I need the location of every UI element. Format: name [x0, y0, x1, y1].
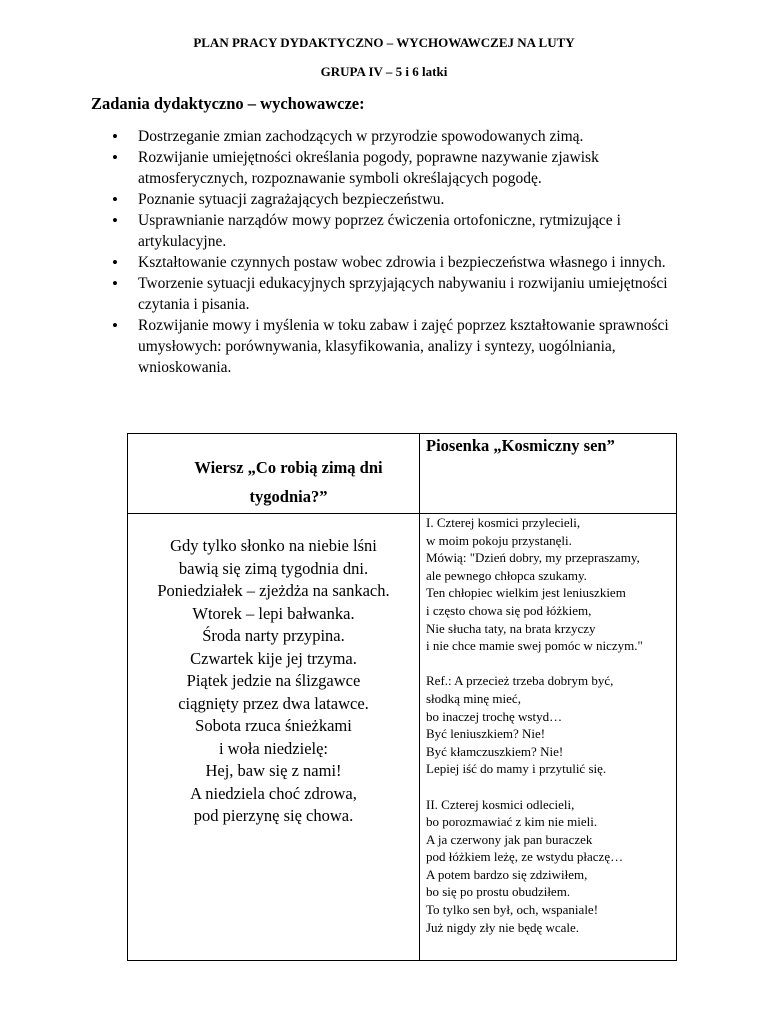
poem-cell: [128, 514, 420, 961]
tasks-list: [110, 126, 670, 378]
table-header-row: [128, 434, 677, 514]
song-line: Być kłamczuszkiem? Nie!: [426, 743, 564, 759]
song-line: Być leniuszkiem? Nie!: [426, 726, 546, 742]
poem-line: A niedziela choć zdrowa,: [190, 783, 357, 803]
poem-line: Gdy tylko słonko na niebie lśni: [170, 536, 377, 555]
tasks-heading: Zadania dydaktyczno – wychowawcze:: [91, 94, 365, 113]
list-item: • Kształtowanie czynnych postaw wobec zdrowia i bezpieczeństwa własnego i innych.: [110, 252, 670, 273]
group-subtitle: GRUPA IV – 5 i 6 latki: [320, 64, 448, 79]
song-line: i nie chce mamie swej pomóc w niczym.": [426, 638, 643, 654]
song-line: A potem bardzo się zdziwiłem,: [426, 866, 588, 882]
list-item: • Tworzenie sytuacji edukacyjnych sprzyjających nabywaniu i rozwijaniu umiejętności czytania i pisania.: [110, 273, 670, 315]
list-item: • Rozwijanie umiejętności określania pogody, poprawne nazywanie zjawisk atmosferycznych, rozpoznawanie symboli określających pogodę.: [110, 147, 670, 189]
song-line: Mówią: "Dzień dobry, my przepraszamy,: [426, 550, 640, 566]
song-line: Ref.: A przecież trzeba dobrym być,: [426, 673, 614, 689]
table-body-row: [128, 514, 677, 961]
document-title: PLAN PRACY DYDAKTYCZNO – WYCHOWAWCZEJ NA LUTY: [193, 35, 575, 50]
poem-line: pod pierzynę się chowa.: [193, 806, 354, 825]
song-line: Już nigdy zły nie będę wcale.: [426, 919, 580, 935]
song-line: II. Czterej kosmici odlecieli,: [426, 796, 575, 812]
poem-line: Sobota rzuca śnieżkami: [195, 716, 352, 735]
poem-line: Poniedziałek – zjeżdża na sankach.: [157, 581, 390, 600]
poem-line: bawią się zimą tygodnia dni.: [178, 558, 369, 578]
stanza-gap: [426, 655, 670, 673]
list-item: • Poznanie sytuacji zagrażających bezpieczeństwu.: [110, 189, 670, 210]
poem-line: i woła niedzielę:: [218, 738, 329, 758]
song-line: słodką minę mieć,: [426, 690, 521, 706]
song-line: Ten chłopiec wielkim jest leniuszkiem: [426, 585, 626, 601]
song-line: A ja czerwony jak pan buraczek: [426, 831, 593, 847]
song-line: i często chowa się pod łóżkiem,: [426, 602, 592, 618]
song-line: bo inaczej trochę wstyd…: [426, 708, 563, 724]
song-line: Nie słucha taty, na brata krzyczy: [426, 620, 596, 636]
song-line: pod łóżkiem leżę, ze wstydu płaczę…: [426, 849, 624, 865]
song-cell: [420, 514, 677, 961]
poem-line: Wtorek – lepi bałwanka.: [192, 603, 355, 623]
song-line: bo porozmawiać z kim nie mieli.: [426, 814, 598, 830]
list-item: • Usprawnianie narządów mowy poprzez ćwiczenia ortofoniczne, rytmizujące i artykulacyjne.: [110, 210, 670, 252]
poem-line: Hej, baw się z nami!: [205, 761, 342, 780]
song-title: Piosenka „Kosmiczny sen”: [420, 434, 677, 514]
stanza-gap: [426, 778, 670, 796]
song-line: w moim pokoju przystanęli.: [426, 532, 572, 548]
song-line: Lepiej iść do mamy i przytulić się.: [426, 761, 607, 777]
poem-line: ciągnięty przez dwa latawce.: [178, 693, 369, 713]
content-table: [127, 433, 677, 961]
list-item: • Dostrzeganie zmian zachodzących w przyrodzie spowodowanych zimą.: [110, 126, 670, 147]
song-line: ale pewnego chłopca szukamy.: [426, 567, 587, 583]
song-line: To tylko sen był, och, wspaniale!: [426, 902, 599, 918]
poem-line: Czwartek kije jej trzyma.: [190, 648, 357, 668]
poem-title: Wiersz „Co robią zimą dni tygodnia?”: [128, 434, 420, 514]
poem-line: Piątek jedzie na ślizgawce: [186, 671, 361, 690]
list-item: • Rozwijanie mowy i myślenia w toku zabaw i zajęć poprzez kształtowanie sprawności umysłowych: porównywania, klasyfikowania, analizy i syntezy, uogólniania, wnioskowania.: [110, 315, 670, 378]
poem-line: Środa narty przypina.: [202, 626, 345, 645]
song-line: bo się po prostu obudziłem.: [426, 884, 571, 900]
song-line: I. Czterej kosmici przylecieli,: [426, 515, 581, 530]
